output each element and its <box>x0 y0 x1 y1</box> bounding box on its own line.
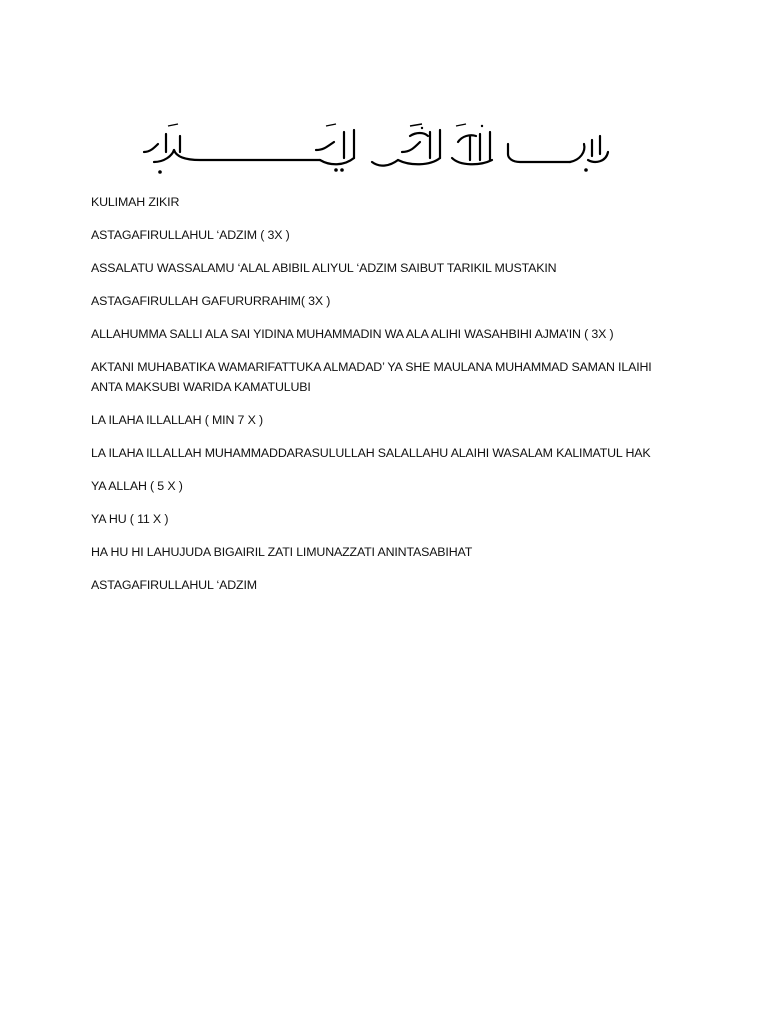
text-line: ASTAGAFIRULLAHUL ‘ADZIM ( 3X ) <box>91 228 290 242</box>
text-line: ASSALATU WASSALAMU ‘ALAL ABIBIL ALIYUL ‘ADZIM SAIBUT TARIKIL MUSTAKIN <box>91 261 557 275</box>
calligraphy-drawing <box>140 122 610 178</box>
arabic-calligraphy-image <box>140 122 610 178</box>
text-line: LA ILAHA ILLALLAH ( MIN 7 X ) <box>91 413 263 427</box>
text-line: ALLAHUMMA SALLI ALA SAI YIDINA MUHAMMADIN WA ALA ALIHI WASAHBIHI AJMA’IN ( 3X ) <box>91 327 614 341</box>
zikir-text-list <box>91 192 691 608</box>
text-line: ASTAGAFIRULLAHUL ‘ADZIM <box>91 578 257 592</box>
text-line: YA HU ( 11 X ) <box>91 512 169 526</box>
text-line: YA ALLAH ( 5 X ) <box>91 479 183 493</box>
text-line: HA HU HI LAHUJUDA BIGAIRIL ZATI LIMUNAZZATI ANINTASABIHAT <box>91 545 473 559</box>
text-line: LA ILAHA ILLALLAH MUHAMMADDARASULULLAH SALALLAHU ALAIHI WASALAM KALIMATUL HAK <box>91 446 651 460</box>
text-line: ASTAGAFIRULLAH GAFURURRAHIM( 3X ) <box>91 294 331 308</box>
heading-text: KULIMAH ZIKIR <box>91 195 180 209</box>
text-line: AKTANI MUHABATIKA WAMARIFATTUKA ALMADAD’ YA SHE MAULANA MUHAMMAD SAMAN ILAIHI ANTA MAKSUBI WARIDA KAMATULUBI <box>91 360 652 394</box>
